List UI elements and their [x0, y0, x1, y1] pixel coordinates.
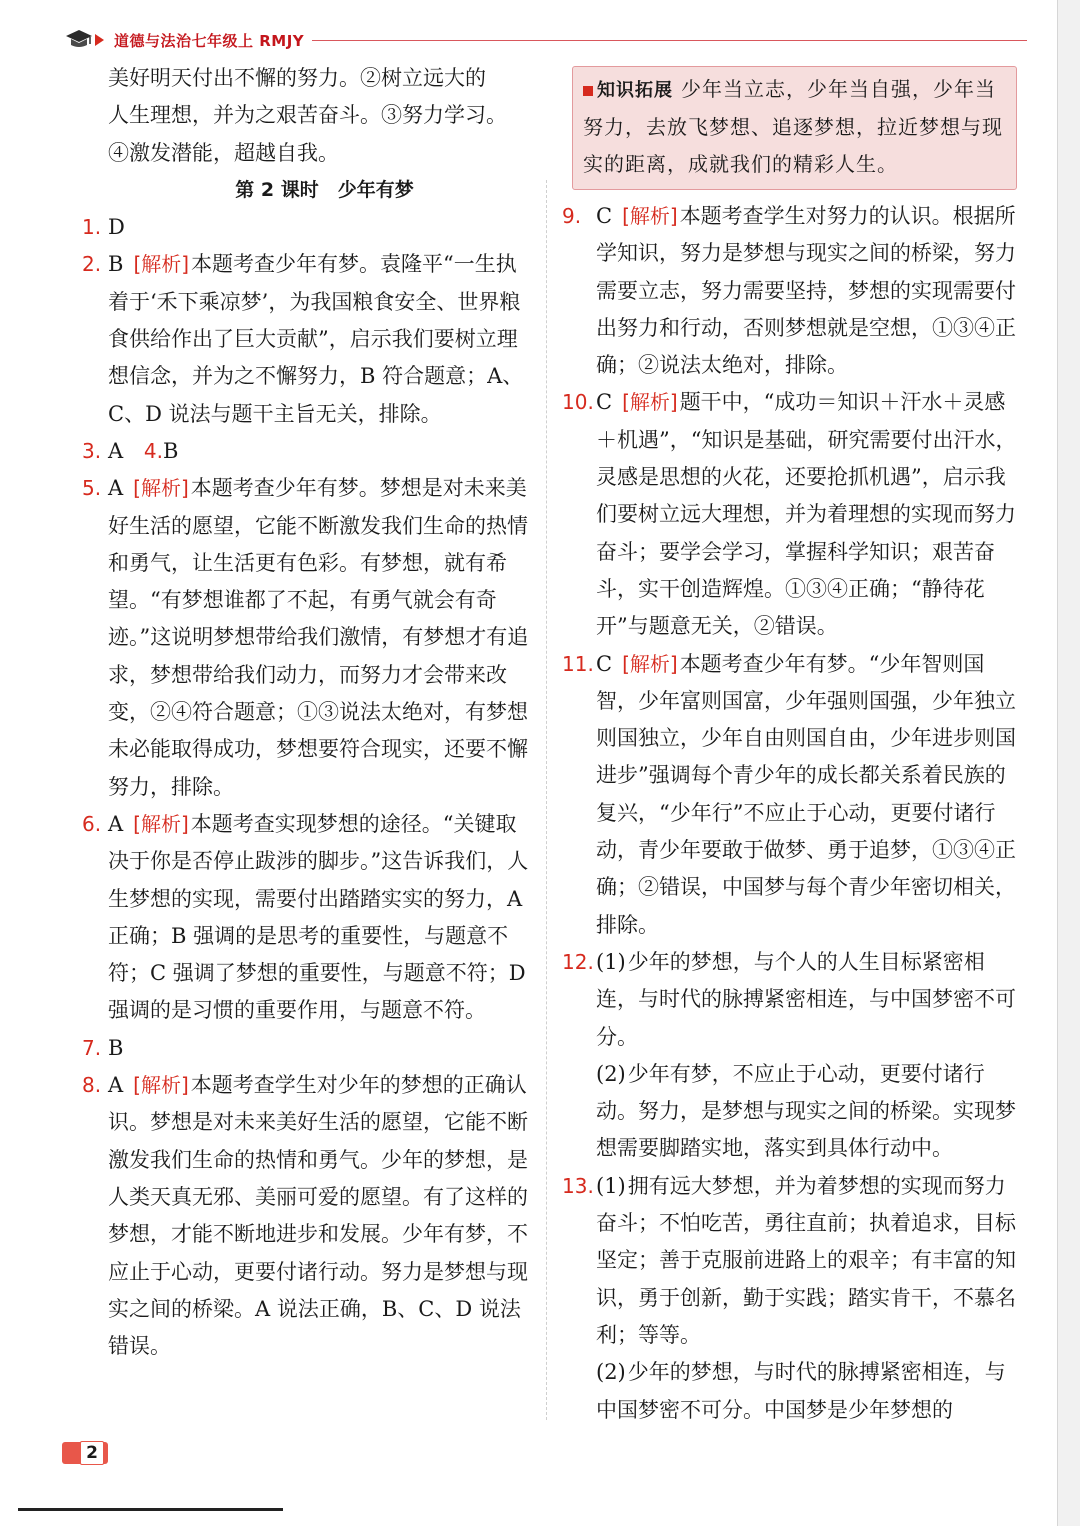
answer-item-9	[562, 198, 1017, 384]
page-number: 2	[80, 1441, 104, 1465]
intro-line: 人生理想，并为之艰苦奋斗。③努力学习。	[108, 103, 507, 128]
page-edge	[1057, 0, 1080, 1526]
left-column	[82, 60, 537, 1365]
answer-letter: D	[108, 215, 125, 240]
answer-item-1	[82, 209, 537, 246]
intro-line: ④激发潜能，超越自我。	[108, 140, 339, 165]
analysis-text: 题干中，“成功＝知识＋汗水＋灵感＋机遇”，“知识是基础，研究需要付出汗水，灵感是思想的火花，还要抢抓机遇”，启示我们要树立远大理想，并为着理想的实现而努力奋斗；要学会学习，掌握科学知识；艰苦奋斗，实干创造辉煌。①③④正确；“静待花开”与题意无关，②错误。	[596, 390, 1017, 639]
analysis-text: 本题考查实现梦想的途径。“关键取决于你是否停止跋涉的脚步。”这告诉我们，人生梦想的实现，需要付出踏踏实实的努力，A 正确；B 强调的是思考的重要性，与题意不符；C 强调了梦想的重要性，与题意不符；D 强调的是习惯的重要作用，与题意不符。	[108, 811, 529, 1023]
analysis-text: 本题考查学生对努力的认识。根据所学知识，努力是梦想与现实之间的桥梁，努力需要立志，努力需要坚持，梦想的实现需要付出努力和行动，否则梦想就是空想，①③④正确；②说法太绝对，排除。	[596, 204, 1016, 378]
question-number: 10.	[562, 390, 594, 415]
knowledge-text: 少年当立志，少年当自强，少年当努力，去放飞梦想、追逐梦想，拉近梦想与现实的距离，成就我们的精彩人生。	[583, 77, 1003, 176]
question-number: 7.	[82, 1035, 102, 1060]
question-number: 13.	[562, 1173, 594, 1198]
question-number: 3.	[82, 438, 102, 463]
answer-letter: A	[108, 811, 124, 836]
analysis-tag: [解析]	[622, 390, 678, 415]
answer-letter: C	[596, 651, 613, 676]
sub-question-label: (2)	[596, 1061, 626, 1086]
sub-question-label: (1)	[596, 1173, 626, 1198]
column-divider	[546, 180, 547, 1420]
answer-item-12	[562, 944, 1017, 1056]
answer-item-6	[82, 806, 537, 1030]
analysis-tag: [解析]	[133, 252, 190, 277]
answer-item-11	[562, 646, 1017, 944]
analysis-tag: [解析]	[622, 651, 678, 676]
answer-item-10	[562, 384, 1017, 645]
page-header	[62, 28, 1027, 52]
answer-item-2	[82, 246, 537, 432]
answer-letter: A	[108, 476, 124, 501]
answer-item-13-part-2	[562, 1354, 1017, 1429]
question-number: 4.	[143, 438, 163, 463]
header-rule	[312, 40, 1027, 41]
question-number: 12.	[562, 949, 594, 974]
analysis-tag: [解析]	[133, 1073, 189, 1098]
answer-text: 少年有梦，不应止于心动，更要付诸行动。努力，是梦想与现实之间的桥梁。实现梦想需要脚踏实地，落实到具体行动中。	[596, 1061, 1016, 1161]
sub-question-label: (1)	[596, 949, 626, 974]
answer-item-12-part-2	[562, 1056, 1017, 1168]
analysis-text: 本题考查少年有梦。袁隆平“一生执着于‘禾下乘凉梦’，为我国粮食安全、世界粮食供给作出了巨大贡献”，启示我们要树立理想信念，并为之不懈努力，B 符合题意；A、C、D 说法与题干主旨无关，排除。	[108, 252, 524, 426]
intro-line: 美好明天付出不懈的努力。②树立远大的	[108, 66, 486, 90]
analysis-text: 本题考查少年有梦。梦想是对未来美好生活的愿望，它能不断激发我们生命的热情和勇气，让生活更有色彩。有梦想，就有希望。“有梦想谁都了不起，有勇气就会有奇迹。”这说明梦想带给我们激情，有梦想才有追求，梦想带给我们动力，而努力才会带来改变，②④符合题意；①③说法太绝对，有梦想未必能取得成功，梦想要符合现实，还要不懈努力，排除。	[108, 476, 529, 799]
answer-letter: B	[162, 438, 179, 463]
answer-text: 少年的梦想，与时代的脉搏紧密相连，与中国梦密不可分。中国梦是少年梦想的	[596, 1360, 1006, 1422]
analysis-text: 本题考查学生对少年的梦想的正确认识。梦想是对未来美好生活的愿望，它能不断激发我们生命的热情和勇气。少年的梦想，是人类天真无邪、美丽可爱的愿望。有了这样的梦想，才能不断地进步和发展。少年有梦，不应止于心动，更要付诸行动。努力是梦想与现实之间的桥梁。A 说法正确，B、C、D 说法错误。	[108, 1073, 528, 1359]
answer-item-3-4	[82, 433, 537, 470]
question-number: 5.	[82, 476, 102, 501]
analysis-tag: [解析]	[133, 476, 189, 501]
section-title: 第 2 课时 少年有梦	[235, 178, 414, 201]
answer-letter: A	[108, 1073, 124, 1098]
answer-letter: A	[108, 438, 124, 463]
question-number: 8.	[82, 1073, 102, 1098]
analysis-text: 本题考查少年有梦。“少年智则国智，少年富则国富，少年强则国强，少年独立则国独立，少年自由则国自由，少年进步则国进步”强调每个青少年的成长都关系着民族的复兴，“少年行”不应止于心动，更要付诸行动，青少年要敢于做梦、勇于追梦，①③④正确；②错误，中国梦与每个青少年密切相关，排除。	[596, 651, 1016, 937]
answer-letter: C	[596, 204, 613, 228]
answer-letter: C	[596, 390, 613, 415]
answer-letter: B	[108, 1035, 124, 1060]
knowledge-label: 知识拓展	[583, 80, 673, 101]
knowledge-extension-box	[572, 66, 1017, 190]
answer-item-8	[82, 1067, 537, 1365]
question-number: 2.	[82, 252, 102, 277]
answer-text: 少年的梦想，与个人的人生目标紧密相连，与时代的脉搏紧密相连，与中国梦密不可分。	[596, 949, 1016, 1049]
question-number: 11.	[562, 651, 594, 676]
question-number: 9.	[562, 204, 582, 228]
answer-item-5	[82, 470, 537, 806]
answer-letter: B	[108, 252, 124, 277]
question-number: 1.	[82, 215, 102, 240]
answer-item-13	[562, 1168, 1017, 1354]
question-number: 6.	[82, 811, 102, 836]
answer-item-7	[82, 1030, 537, 1067]
analysis-tag: [解析]	[622, 204, 678, 228]
graduation-cap-icon	[62, 28, 108, 52]
page-number-badge	[62, 1440, 110, 1466]
scan-edge-line	[18, 1508, 283, 1511]
sub-question-label: (2)	[596, 1360, 626, 1385]
right-column	[562, 60, 1017, 1429]
answer-text: 拥有远大梦想，并为着梦想的实现而努力奋斗；不怕吃苦，勇往直前；执着追求，目标坚定；善于克服前进路上的艰辛；有丰富的知识，勇于创新，勤于实践；踏实肯干，不慕名利；等等。	[596, 1173, 1016, 1347]
analysis-tag: [解析]	[133, 811, 189, 836]
header-title: 道德与法治七年级上 RMJY	[114, 32, 305, 50]
